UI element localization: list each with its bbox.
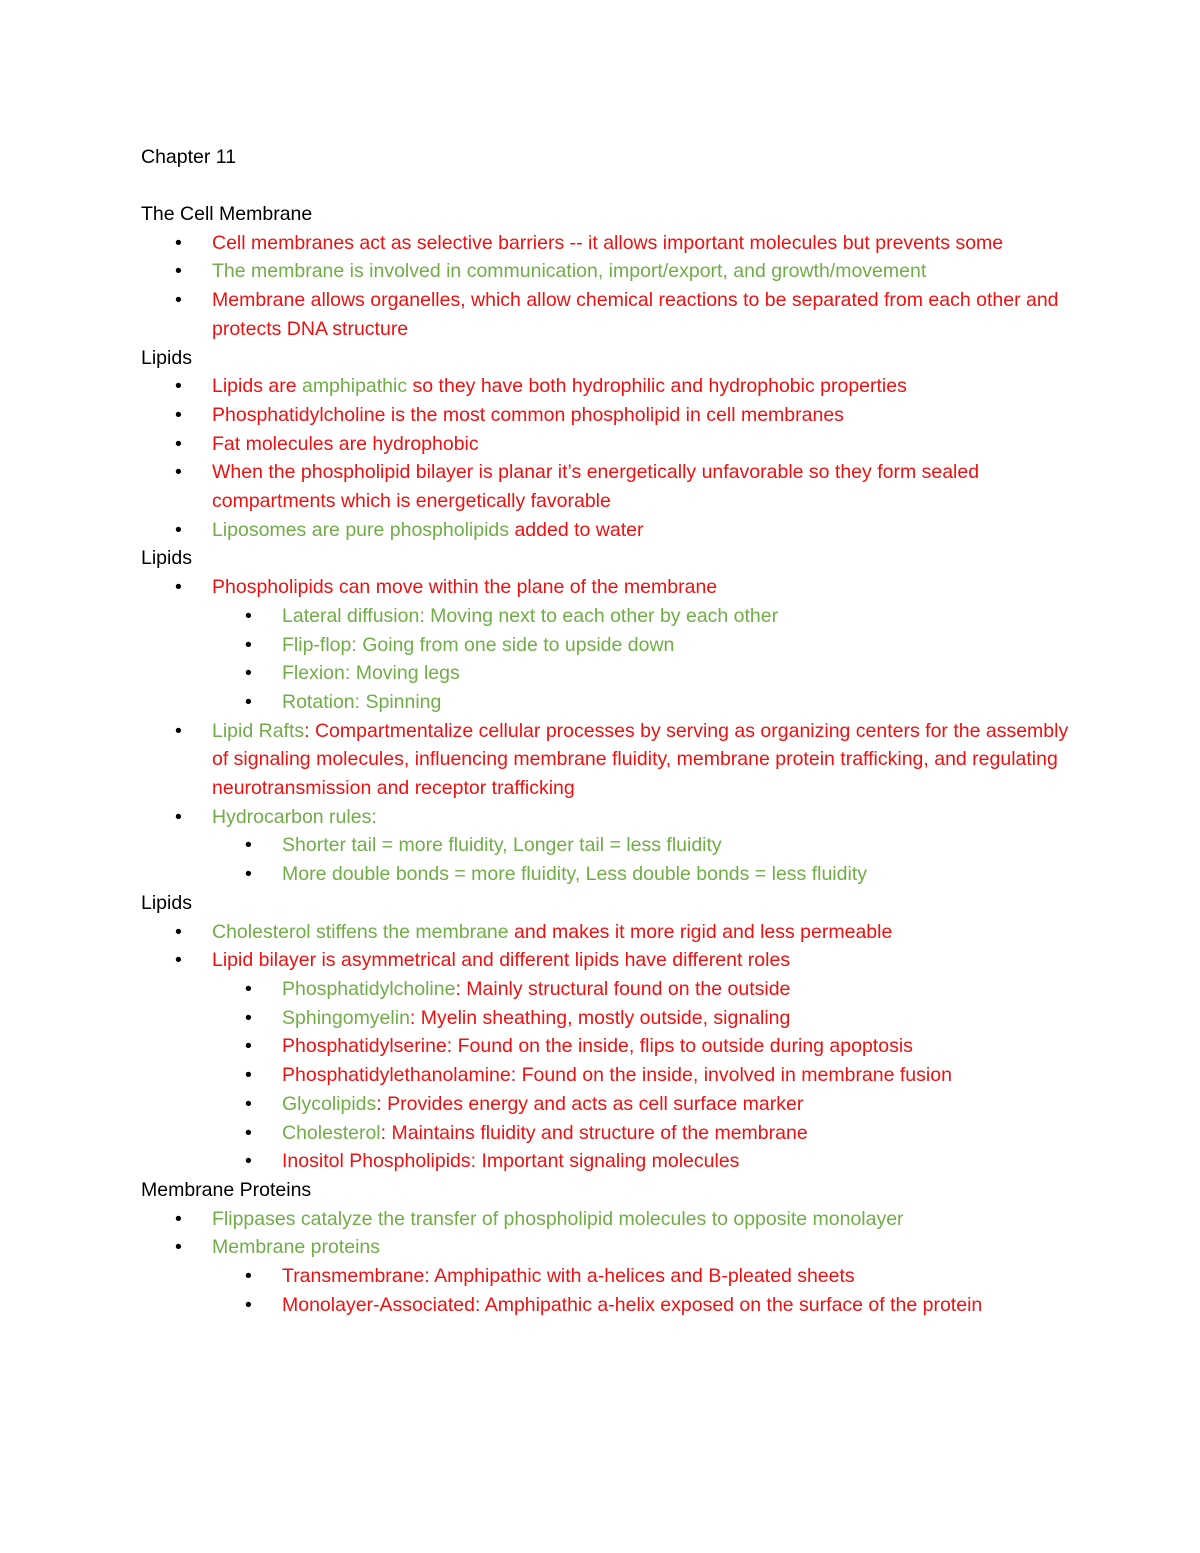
bullet-icon: •: [245, 863, 252, 886]
bullet-icon: •: [245, 633, 252, 656]
chapter-title: Chapter 11: [141, 146, 237, 168]
sub-bullet-item: [141, 831, 1071, 860]
text-run: Flexion: Moving legs: [282, 662, 460, 685]
bullet-list: [141, 229, 1071, 344]
bullet-icon: •: [175, 260, 182, 283]
sub-bullet-item: [141, 602, 1071, 631]
text-run: Cell membranes act as selective barriers -- it allows important molecules but prevents some: [212, 231, 1004, 254]
text-run: Phosphatidylserine: Found on the inside, flips to outside during apoptosis: [282, 1035, 913, 1058]
text-run: : Compartmentalize cellular processes by serving as organizing centers for the assembly of signaling molecules, influencing membrane fluidity, membrane protein trafficking, and regulating neurotransmission and receptor trafficking: [212, 719, 1069, 800]
text-run: : Maintains fluidity and structure of the membrane: [380, 1121, 808, 1144]
bullet-icon: •: [245, 690, 252, 713]
text-run: Membrane allows organelles, which allow chemical reactions to be separated from each other and protects DNA structure: [212, 289, 1059, 340]
bullet-icon: •: [245, 1006, 252, 1029]
text-run: Phosphatidylcholine is the most common phospholipid in cell membranes: [212, 403, 844, 426]
bullet-icon: •: [245, 1092, 252, 1115]
bullet-icon: •: [245, 604, 252, 627]
text-run: : Provides energy and acts as cell surface marker: [376, 1092, 804, 1115]
text-run: Liposomes are pure phospholipids: [212, 518, 510, 541]
sub-bullet-item: [141, 1262, 1071, 1291]
bullet-icon: •: [175, 231, 182, 254]
bullet-list: [141, 1205, 1071, 1320]
text-run: : Amphipathic a-helix exposed on the surface of the protein: [474, 1293, 983, 1316]
sub-bullet-item: [141, 659, 1071, 688]
text-run: Sphingomyelin: [282, 1006, 410, 1029]
bullet-item: [141, 946, 1071, 975]
text-run: amphipathic: [301, 375, 408, 398]
bullet-item: [141, 372, 1071, 401]
text-run: Lipid bilayer is asymmetrical and different lipids have different roles: [212, 949, 791, 972]
bullet-item: [141, 918, 1071, 947]
text-run: Phosphatidylcholine: [282, 977, 456, 1000]
text-run: so they have both hydrophilic and hydrophobic properties: [407, 375, 907, 398]
bullet-icon: •: [245, 1265, 252, 1288]
text-run: Fat molecules are hydrophobic: [212, 432, 479, 455]
text-run: Rotation: Spinning: [282, 690, 442, 713]
bullet-item: [141, 1205, 1071, 1234]
bullet-item: [141, 1233, 1071, 1262]
text-run: Lipids are: [212, 375, 302, 398]
sub-bullet-item: [141, 1004, 1071, 1033]
text-run: Cholesterol stiffens the membrane: [212, 920, 509, 943]
sub-bullet-item: [141, 1061, 1071, 1090]
section-heading: Lipids: [141, 346, 192, 369]
bullet-icon: •: [175, 576, 182, 599]
bullet-item: [141, 286, 1071, 343]
bullet-icon: •: [245, 1150, 252, 1173]
text-run: Monolayer-Associated: [282, 1293, 475, 1316]
sub-bullet-item: [141, 975, 1071, 1004]
bullet-item: [141, 257, 1071, 286]
text-run: Glycolipids: [282, 1092, 377, 1115]
sub-bullet-item: [141, 1090, 1071, 1119]
text-run: Hydrocarbon rules:: [212, 805, 377, 828]
bullet-item: [141, 803, 1071, 832]
bullet-icon: •: [175, 805, 182, 828]
section-heading: Lipids: [141, 547, 192, 570]
bullet-icon: •: [245, 1064, 252, 1087]
bullet-icon: •: [245, 1293, 252, 1316]
bullet-icon: •: [175, 375, 182, 398]
text-run: Flip-flop: Going from one side to upside down: [282, 633, 675, 656]
text-run: : Mainly structural found on the outside: [455, 977, 791, 1000]
text-run: Phosphatidylethanolamine: Found on the inside, involved in membrane fusion: [282, 1064, 952, 1087]
bullet-icon: •: [245, 1121, 252, 1144]
bullet-icon: •: [175, 949, 182, 972]
bullet-list: [141, 372, 1071, 544]
sub-bullet-item: [141, 688, 1071, 717]
bullet-icon: •: [175, 289, 182, 312]
bullet-icon: •: [245, 977, 252, 1000]
text-run: Inositol Phospholipids: Important signaling molecules: [282, 1150, 740, 1173]
text-run: Membrane proteins: [212, 1236, 380, 1259]
text-run: Flippases catalyze the transfer of phospholipid molecules to opposite monolayer: [212, 1207, 904, 1230]
text-run: : Amphipathic with a-helices and B-pleated sheets: [424, 1265, 855, 1288]
bullet-item: [141, 401, 1071, 430]
bullet-item: [141, 573, 1071, 602]
section-heading: Membrane Proteins: [141, 1178, 312, 1201]
text-run: added to water: [509, 518, 644, 541]
bullet-item: [141, 229, 1071, 258]
text-run: When the phospholipid bilayer is planar it’s energetically unfavorable so they form sealed compartments which is energetically favorable: [212, 461, 980, 513]
section-heading: Lipids: [141, 891, 192, 914]
text-run: Cholesterol: [282, 1121, 381, 1144]
sub-bullet-item: [141, 1147, 1071, 1176]
bullet-item: [141, 458, 1071, 515]
bullet-icon: •: [175, 1236, 182, 1259]
bullet-icon: •: [175, 432, 182, 455]
sub-bullet-item: [141, 1291, 1071, 1320]
bullet-icon: •: [245, 662, 252, 685]
bullet-icon: •: [175, 1207, 182, 1230]
bullet-item: [141, 430, 1071, 459]
text-run: Lateral diffusion: Moving next to each other by each other: [282, 604, 779, 627]
sub-bullet-item: [141, 631, 1071, 660]
text-run: : Myelin sheathing, mostly outside, signaling: [409, 1006, 791, 1029]
bullet-icon: •: [175, 461, 182, 484]
bullet-list: [141, 918, 1071, 1176]
bullet-item: [141, 516, 1071, 545]
bullet-list: [141, 573, 1071, 889]
sub-bullet-item: [141, 860, 1071, 889]
text-run: Transmembrane: [282, 1265, 425, 1288]
text-run: Lipid Rafts: [212, 719, 305, 742]
notes-content: [141, 200, 1071, 1319]
section-heading: The Cell Membrane: [141, 203, 313, 225]
sub-bullet-item: [141, 1119, 1071, 1148]
bullet-icon: •: [175, 403, 182, 426]
bullet-icon: •: [175, 719, 182, 742]
text-run: More double bonds = more fluidity, Less double bonds = less fluidity: [282, 863, 867, 886]
bullet-icon: •: [245, 834, 252, 857]
bullet-icon: •: [245, 1035, 252, 1058]
bullet-icon: •: [175, 920, 182, 943]
text-run: Phospholipids can move within the plane of the membrane: [212, 576, 718, 599]
bullet-icon: •: [175, 518, 182, 541]
text-run: Shorter tail = more fluidity, Longer tail = less fluidity: [282, 834, 722, 857]
bullet-item: [141, 717, 1071, 803]
text-run: The membrane is involved in communication, import/export, and growth/movement: [212, 260, 927, 283]
text-run: and makes it more rigid and less permeable: [508, 920, 893, 943]
sub-bullet-item: [141, 1032, 1071, 1061]
